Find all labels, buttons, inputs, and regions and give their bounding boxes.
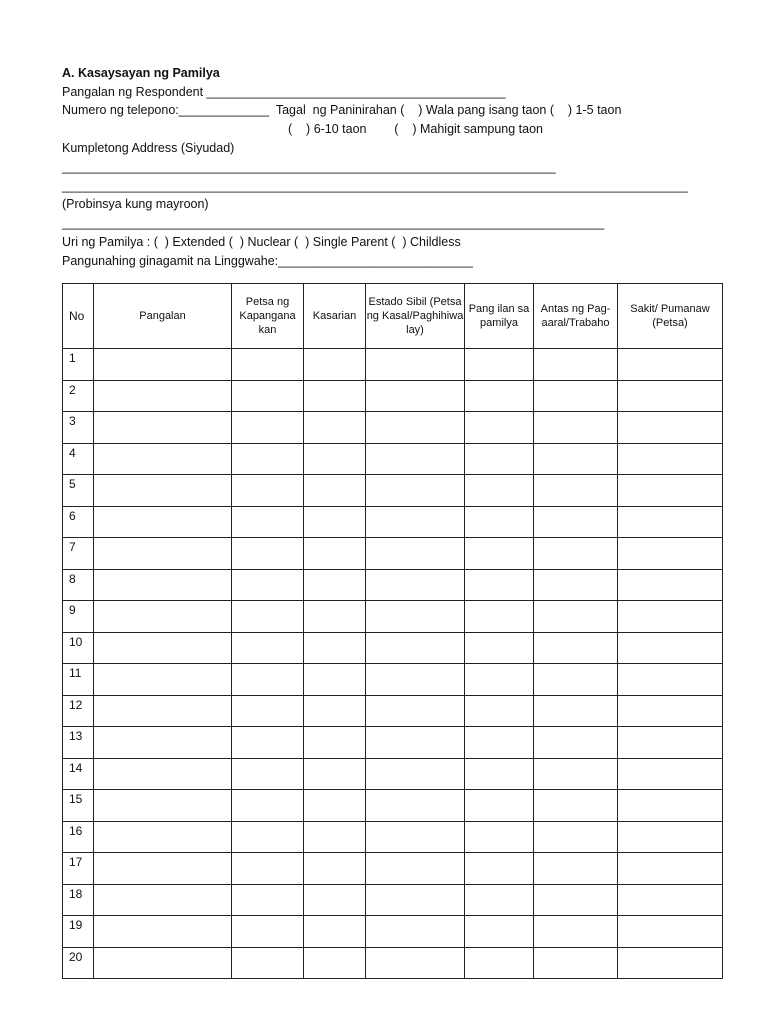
table-cell[interactable] xyxy=(232,821,304,853)
table-cell[interactable] xyxy=(304,506,366,538)
table-cell[interactable] xyxy=(534,916,618,948)
table-cell[interactable] xyxy=(232,790,304,822)
table-cell[interactable] xyxy=(232,443,304,475)
table-cell[interactable] xyxy=(232,695,304,727)
table-cell[interactable] xyxy=(94,506,232,538)
table-cell[interactable] xyxy=(465,380,534,412)
row-number: 5 xyxy=(63,475,94,507)
header-no: No xyxy=(63,284,94,349)
table-cell[interactable] xyxy=(465,601,534,633)
table-cell[interactable] xyxy=(94,632,232,664)
table-cell[interactable] xyxy=(618,632,723,664)
table-cell[interactable] xyxy=(366,569,465,601)
province-line[interactable]: ______________________________________________________________________________ xyxy=(62,216,605,230)
table-cell[interactable] xyxy=(304,790,366,822)
table-cell[interactable] xyxy=(304,821,366,853)
table-cell[interactable] xyxy=(366,475,465,507)
row-number: 2 xyxy=(63,380,94,412)
table-cell[interactable] xyxy=(618,601,723,633)
table-cell[interactable] xyxy=(534,632,618,664)
table-cell[interactable] xyxy=(366,506,465,538)
table-cell[interactable] xyxy=(94,947,232,979)
row-number: 8 xyxy=(63,569,94,601)
table-cell[interactable] xyxy=(465,632,534,664)
table-cell[interactable] xyxy=(232,380,304,412)
table-cell[interactable] xyxy=(94,727,232,759)
table-cell[interactable] xyxy=(465,349,534,381)
table-cell[interactable] xyxy=(366,412,465,444)
table-cell[interactable] xyxy=(94,695,232,727)
table-row xyxy=(63,664,723,696)
table-header-row xyxy=(63,284,723,349)
table-row xyxy=(63,601,723,633)
table-cell[interactable] xyxy=(304,443,366,475)
table-cell[interactable] xyxy=(618,695,723,727)
table-cell[interactable] xyxy=(232,569,304,601)
table-cell[interactable] xyxy=(94,443,232,475)
table-cell[interactable] xyxy=(465,412,534,444)
table-row xyxy=(63,538,723,570)
table-cell[interactable] xyxy=(232,916,304,948)
table-cell[interactable] xyxy=(232,538,304,570)
table-cell[interactable] xyxy=(94,821,232,853)
table-row xyxy=(63,916,723,948)
table-cell[interactable] xyxy=(465,443,534,475)
table-row xyxy=(63,349,723,381)
table-cell[interactable] xyxy=(304,884,366,916)
table-cell[interactable] xyxy=(232,853,304,885)
header-pangalan: Pangalan xyxy=(94,284,232,349)
table-cell[interactable] xyxy=(618,380,723,412)
header-sakit-pumanaw: Sakit/ Pumanaw (Petsa) xyxy=(618,284,723,349)
table-cell[interactable] xyxy=(465,916,534,948)
header-antas-pag-aaral: Antas ng Pag-aaral/Trabaho xyxy=(534,284,618,349)
table-cell[interactable] xyxy=(618,569,723,601)
table-cell[interactable] xyxy=(618,727,723,759)
table-row xyxy=(63,380,723,412)
table-cell[interactable] xyxy=(465,695,534,727)
address-label: Kumpletong Address (Siyudad) xyxy=(62,141,235,155)
table-cell[interactable] xyxy=(465,821,534,853)
table-cell[interactable] xyxy=(304,601,366,633)
table-row xyxy=(63,475,723,507)
table-cell[interactable] xyxy=(232,475,304,507)
table-row xyxy=(63,412,723,444)
table-cell[interactable] xyxy=(465,664,534,696)
table-cell[interactable] xyxy=(304,727,366,759)
header-estado-sibil: Estado Sibil (Petsa ng Kasal/Paghihiwa lay) xyxy=(366,284,465,349)
table-cell[interactable] xyxy=(465,506,534,538)
table-row xyxy=(63,947,723,979)
table-cell[interactable] xyxy=(304,853,366,885)
table-cell[interactable] xyxy=(94,412,232,444)
table-cell[interactable] xyxy=(465,853,534,885)
table-cell[interactable] xyxy=(534,538,618,570)
table-cell[interactable] xyxy=(618,443,723,475)
row-number: 3 xyxy=(63,412,94,444)
table-cell[interactable] xyxy=(232,506,304,538)
table-row xyxy=(63,569,723,601)
table-row xyxy=(63,695,723,727)
table-cell[interactable] xyxy=(94,790,232,822)
table-cell[interactable] xyxy=(366,349,465,381)
table-cell[interactable] xyxy=(465,538,534,570)
table-cell[interactable] xyxy=(94,349,232,381)
table-cell[interactable] xyxy=(304,632,366,664)
row-number: 10 xyxy=(63,632,94,664)
table-cell[interactable] xyxy=(534,758,618,790)
table-cell[interactable] xyxy=(618,916,723,948)
table-cell[interactable] xyxy=(94,569,232,601)
row-number: 13 xyxy=(63,727,94,759)
row-number: 16 xyxy=(63,821,94,853)
table-cell[interactable] xyxy=(534,695,618,727)
row-number: 20 xyxy=(63,947,94,979)
table-cell[interactable] xyxy=(232,664,304,696)
table-cell[interactable] xyxy=(465,790,534,822)
address-line-2[interactable]: __________________________________________________________________________________________ xyxy=(62,179,688,193)
table-cell[interactable] xyxy=(304,916,366,948)
table-cell[interactable] xyxy=(366,916,465,948)
province-label: (Probinsya kung mayroon) xyxy=(62,197,209,211)
table-cell[interactable] xyxy=(366,632,465,664)
table-row xyxy=(63,727,723,759)
table-cell[interactable] xyxy=(618,884,723,916)
table-cell[interactable] xyxy=(465,947,534,979)
table-cell[interactable] xyxy=(94,758,232,790)
table-cell[interactable] xyxy=(366,727,465,759)
table-cell[interactable] xyxy=(94,664,232,696)
table-cell[interactable] xyxy=(618,947,723,979)
table-cell[interactable] xyxy=(465,727,534,759)
table-body xyxy=(63,349,723,979)
table-cell[interactable] xyxy=(534,569,618,601)
table-cell[interactable] xyxy=(232,758,304,790)
table-cell[interactable] xyxy=(232,727,304,759)
table-cell[interactable] xyxy=(465,758,534,790)
row-number: 9 xyxy=(63,601,94,633)
table-cell[interactable] xyxy=(94,601,232,633)
table-cell[interactable] xyxy=(94,538,232,570)
table-cell[interactable] xyxy=(232,349,304,381)
table-cell[interactable] xyxy=(94,916,232,948)
family-type-field[interactable]: Uri ng Pamilya : ( ) Extended ( ) Nuclear ( ) Single Parent ( ) Childless xyxy=(62,235,461,249)
table-cell[interactable] xyxy=(465,569,534,601)
address-line-1[interactable]: _______________________________________________________________________ xyxy=(62,160,556,174)
row-number: 18 xyxy=(63,884,94,916)
table-cell[interactable] xyxy=(366,601,465,633)
row-number: 11 xyxy=(63,664,94,696)
table-cell[interactable] xyxy=(618,349,723,381)
table-cell[interactable] xyxy=(94,853,232,885)
table-cell[interactable] xyxy=(366,884,465,916)
table-cell[interactable] xyxy=(94,380,232,412)
family-table xyxy=(62,283,723,979)
row-number: 7 xyxy=(63,538,94,570)
table-cell[interactable] xyxy=(232,412,304,444)
table-cell[interactable] xyxy=(465,884,534,916)
table-cell[interactable] xyxy=(232,947,304,979)
table-cell[interactable] xyxy=(366,443,465,475)
table-row xyxy=(63,853,723,885)
table-cell[interactable] xyxy=(618,790,723,822)
row-number: 12 xyxy=(63,695,94,727)
table-cell[interactable] xyxy=(232,601,304,633)
table-row xyxy=(63,758,723,790)
row-number: 15 xyxy=(63,790,94,822)
header-pang-ilan: Pang ilan sa pamilya xyxy=(465,284,534,349)
table-cell[interactable] xyxy=(534,475,618,507)
table-row xyxy=(63,790,723,822)
table-cell[interactable] xyxy=(618,412,723,444)
row-number: 4 xyxy=(63,443,94,475)
table-cell[interactable] xyxy=(304,569,366,601)
row-number: 19 xyxy=(63,916,94,948)
table-row xyxy=(63,884,723,916)
table-cell[interactable] xyxy=(618,758,723,790)
table-cell[interactable] xyxy=(618,821,723,853)
table-cell[interactable] xyxy=(618,506,723,538)
table-cell[interactable] xyxy=(304,538,366,570)
table-cell[interactable] xyxy=(366,821,465,853)
table-cell[interactable] xyxy=(618,664,723,696)
table-cell[interactable] xyxy=(304,380,366,412)
table-cell[interactable] xyxy=(304,758,366,790)
table-cell[interactable] xyxy=(534,664,618,696)
table-cell[interactable] xyxy=(366,853,465,885)
row-number: 6 xyxy=(63,506,94,538)
table-cell[interactable] xyxy=(534,884,618,916)
table-cell[interactable] xyxy=(618,538,723,570)
table-cell[interactable] xyxy=(534,412,618,444)
table-cell[interactable] xyxy=(366,758,465,790)
table-cell[interactable] xyxy=(304,664,366,696)
table-cell[interactable] xyxy=(465,475,534,507)
table-cell[interactable] xyxy=(366,664,465,696)
table-row xyxy=(63,632,723,664)
row-number: 1 xyxy=(63,349,94,381)
table-cell[interactable] xyxy=(94,884,232,916)
table-row xyxy=(63,821,723,853)
table-cell[interactable] xyxy=(618,853,723,885)
table-cell[interactable] xyxy=(366,790,465,822)
table-cell[interactable] xyxy=(366,380,465,412)
row-number: 14 xyxy=(63,758,94,790)
phone-residence-field[interactable]: Numero ng telepono:_____________ Tagal ng Paninirahan ( ) Wala pang isang taon ( ) 1-5 taon xyxy=(62,103,622,117)
row-number: 17 xyxy=(63,853,94,885)
table-cell[interactable] xyxy=(534,349,618,381)
table-cell[interactable] xyxy=(232,632,304,664)
table-cell[interactable] xyxy=(534,380,618,412)
table-cell[interactable] xyxy=(534,821,618,853)
table-cell[interactable] xyxy=(304,475,366,507)
respondent-name-field[interactable]: Pangalan ng Respondent ___________________________________________ xyxy=(62,85,506,99)
table-cell[interactable] xyxy=(534,727,618,759)
table-cell[interactable] xyxy=(366,947,465,979)
table-cell[interactable] xyxy=(232,884,304,916)
table-cell[interactable] xyxy=(534,506,618,538)
table-cell[interactable] xyxy=(534,601,618,633)
header-kasarian: Kasarian xyxy=(304,284,366,349)
section-title: A. Kasaysayan ng Pamilya xyxy=(62,66,220,80)
table-cell[interactable] xyxy=(304,695,366,727)
table-cell[interactable] xyxy=(534,443,618,475)
table-cell[interactable] xyxy=(366,538,465,570)
table-cell[interactable] xyxy=(304,349,366,381)
table-cell[interactable] xyxy=(304,947,366,979)
header-petsa-kapanganakan: Petsa ng Kapangana kan xyxy=(232,284,304,349)
table-cell[interactable] xyxy=(534,947,618,979)
residence-duration-options[interactable]: ( ) 6-10 taon ( ) Mahigit sampung taon xyxy=(288,122,543,136)
table-cell[interactable] xyxy=(534,853,618,885)
table-cell[interactable] xyxy=(94,475,232,507)
table-cell[interactable] xyxy=(366,695,465,727)
table-cell[interactable] xyxy=(618,475,723,507)
language-field[interactable]: Pangunahing ginagamit na Linggwahe:____________________________ xyxy=(62,254,473,268)
table-cell[interactable] xyxy=(304,412,366,444)
table-row xyxy=(63,506,723,538)
table-row xyxy=(63,443,723,475)
table-cell[interactable] xyxy=(534,790,618,822)
